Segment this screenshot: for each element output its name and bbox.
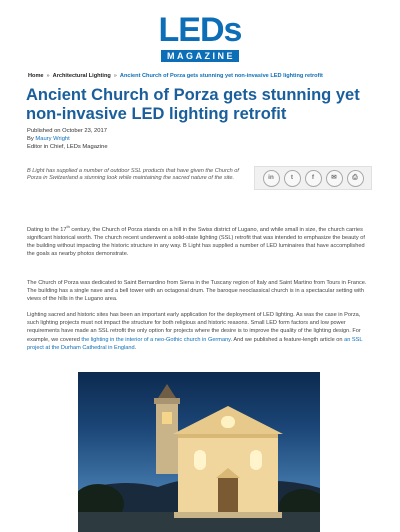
byline bbox=[27, 136, 70, 143]
paragraph-1-start: Dating to the 17 bbox=[27, 226, 67, 233]
print-icon[interactable]: ⎙ bbox=[347, 170, 364, 187]
breadcrumb-separator: » bbox=[113, 73, 117, 79]
site-logo[interactable] bbox=[0, 11, 400, 64]
breadcrumb-separator: » bbox=[46, 73, 50, 79]
paragraph-1 bbox=[27, 223, 373, 259]
breadcrumb bbox=[28, 73, 378, 79]
byline-prefix: By bbox=[27, 136, 34, 142]
paragraph-3-part-c: . bbox=[134, 344, 137, 351]
breadcrumb-home[interactable]: Home bbox=[28, 73, 44, 79]
logo-main-text: LEDs bbox=[158, 11, 242, 49]
author-link[interactable]: Maury Wright bbox=[35, 136, 70, 142]
durham-cathedral-link[interactable]: an SSL project at the Durham Cathedral in England bbox=[27, 336, 363, 351]
article-summary: B Light has supplied a number of outdoor SSL products that have given the Church of Porza in Switzerland a stunning look while maintaining the sacred nature of the site. bbox=[27, 168, 239, 182]
paragraph-1-rest: century, the Church of Porza stands on a hill in the Swiss district of Lugano, and while small in size, the church carries significant historical worth. The church recent underwent a solid-state lighting (SSL) retrofit that was intended to emphasize the beauty of the building without impacting the historic structure in any way. B Light has supplied a number of LED luminaires that have accomplished the goals as nearby photos demonstrate. bbox=[27, 226, 365, 258]
publish-date: Published on October 23, 2017 bbox=[27, 128, 107, 134]
linkedin-icon[interactable]: in bbox=[263, 170, 280, 187]
paragraph-3-part-a: Lighting sacred and historic sites has been an important early application for the deployment of LED lighting. As was the case in Porza, such lighting projects must not impact the structure for both religious and historic reasons. Small LED form factors and low power requirements have made an SSL retrofit the only option for projects where the desire is to improve the quality of the lighting design. For example, we covered bbox=[27, 312, 361, 343]
church-illustration bbox=[78, 372, 320, 532]
article-title: Ancient Church of Porza gets stunning yet non-invasive LED lighting retrofit bbox=[26, 86, 360, 123]
twitter-icon[interactable]: t bbox=[284, 170, 301, 187]
church-photo bbox=[78, 372, 320, 532]
breadcrumb-architectural-lighting[interactable]: Architectural Lighting bbox=[52, 73, 111, 79]
paragraph-2: The Church of Porza was dedicated to Saint Bernardino from Siena in the Tuscany region of Italy and Saint Martino from Tours in France. The building has a single nave and a bell tower with an octagonal drum. The baroque neoclassical church is in a spectacular setting with views of the hills in the Lugano area. bbox=[27, 280, 367, 303]
email-icon[interactable]: ✉ bbox=[326, 170, 343, 187]
facebook-icon[interactable]: f bbox=[305, 170, 322, 187]
author-role: Editor in Chief, LEDs Magazine bbox=[27, 144, 108, 150]
neo-gothic-church-link[interactable]: the lighting in the interior of a neo-Gothic church in Germany bbox=[81, 336, 231, 343]
ordinal-suffix: th bbox=[66, 224, 70, 229]
breadcrumb-current: Ancient Church of Porza gets stunning yet non-invasive LED lighting retrofit bbox=[119, 73, 323, 79]
paragraph-3 bbox=[27, 311, 373, 352]
share-toolbar bbox=[254, 166, 372, 190]
logo-sub-text: MAGAZINE bbox=[161, 50, 239, 62]
paragraph-3-part-b: . And we published a feature-length article on bbox=[230, 336, 345, 343]
